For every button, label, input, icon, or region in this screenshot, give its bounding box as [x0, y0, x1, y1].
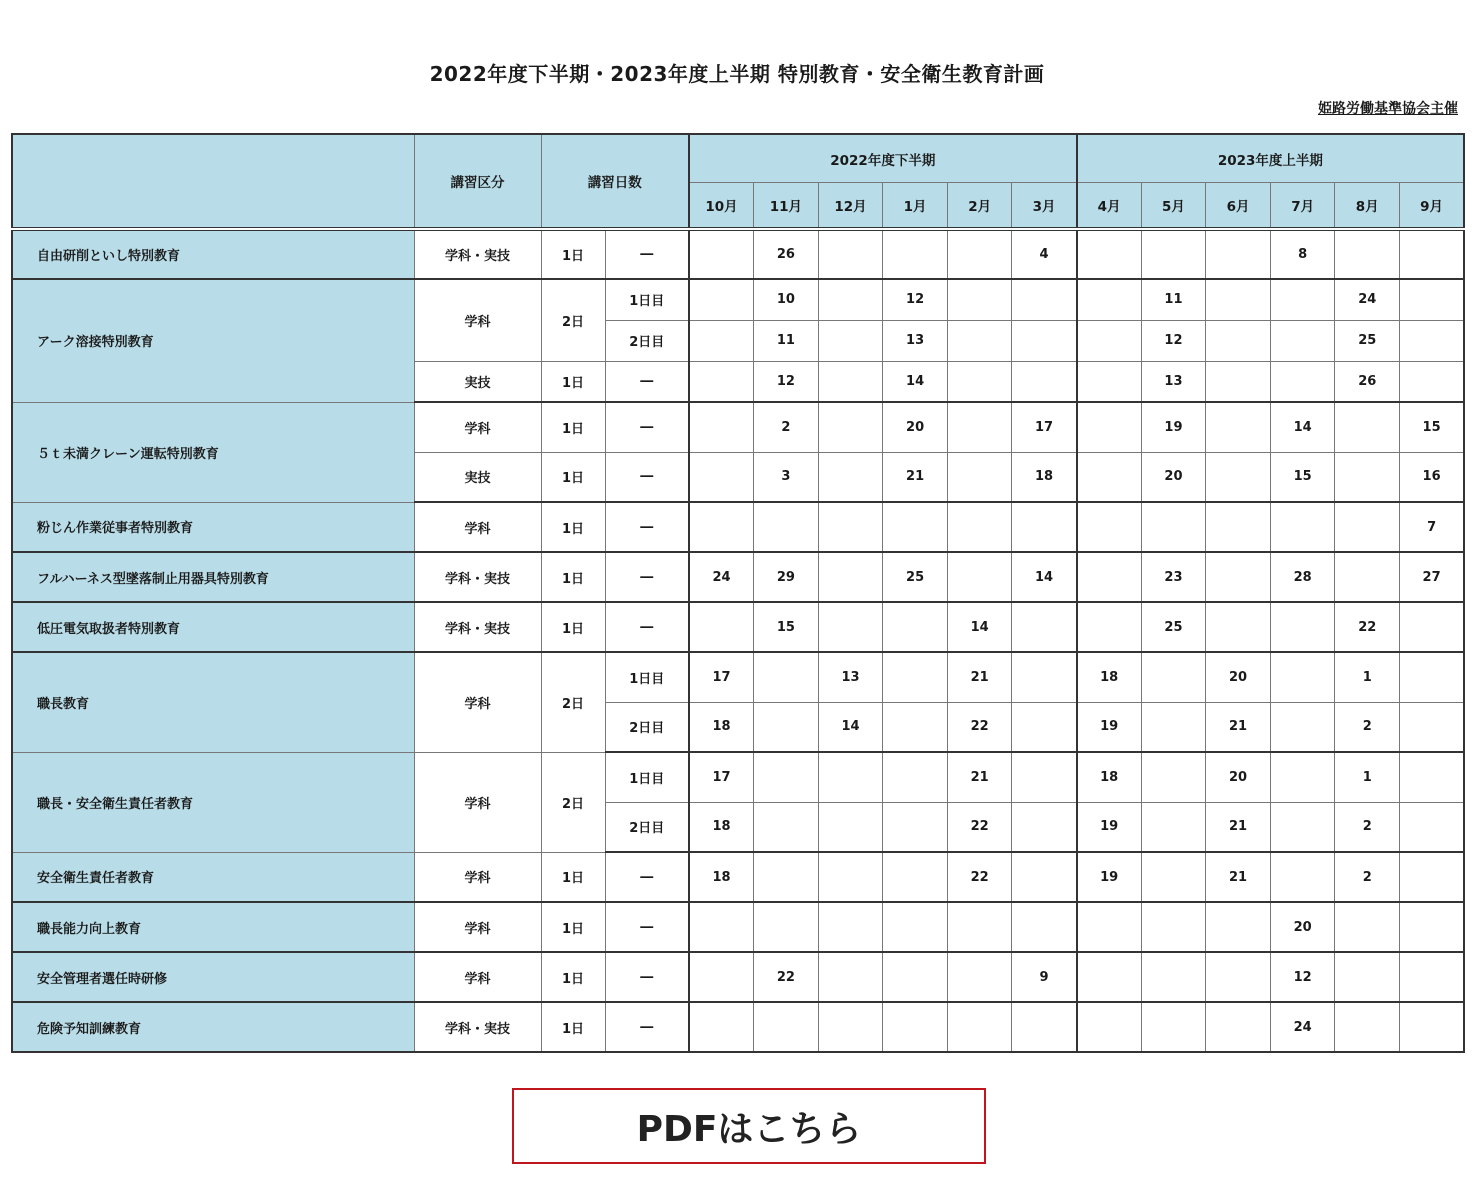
schedule-date	[1141, 952, 1206, 1002]
schedule-date: 2	[1335, 802, 1400, 852]
course-name: 粉じん作業従事者特別教育	[12, 502, 414, 552]
schedule-date: 11	[754, 320, 819, 361]
schedule-date: 21	[947, 652, 1012, 702]
schedule-date	[818, 602, 883, 652]
schedule-date: 20	[883, 402, 948, 452]
schedule-date	[883, 752, 948, 802]
schedule-date: 14	[818, 702, 883, 752]
month-header: 11月	[754, 183, 819, 230]
schedule-date	[1012, 279, 1077, 320]
schedule-date	[1206, 402, 1271, 452]
schedule-date	[1206, 552, 1271, 602]
schedule-date	[1077, 1002, 1142, 1052]
schedule-date	[1012, 361, 1077, 402]
course-days: 1日	[541, 452, 605, 502]
course-day-index: ―	[605, 952, 689, 1002]
schedule-date	[1400, 952, 1465, 1002]
schedule-date: 1	[1335, 752, 1400, 802]
course-type: 学科	[414, 502, 541, 552]
table-row	[12, 902, 1464, 952]
schedule-date	[1270, 320, 1335, 361]
course-days: 2日	[541, 752, 605, 852]
schedule-date: 18	[1077, 752, 1142, 802]
schedule-date	[689, 502, 754, 552]
table-row	[12, 552, 1464, 602]
course-day-index: 1日目	[605, 652, 689, 702]
schedule-date	[1270, 652, 1335, 702]
schedule-date	[883, 652, 948, 702]
month-header: 6月	[1206, 183, 1271, 230]
schedule-date	[689, 320, 754, 361]
course-name: フルハーネス型墜落制止用器具特別教育	[12, 552, 414, 602]
course-name: 安全管理者選任時研修	[12, 952, 414, 1002]
schedule-date: 22	[947, 702, 1012, 752]
category-header: 講習区分	[414, 134, 541, 229]
schedule-date	[1206, 902, 1271, 952]
schedule-date	[1206, 452, 1271, 502]
course-day-index: 2日目	[605, 702, 689, 752]
schedule-date	[754, 802, 819, 852]
course-days: 1日	[541, 229, 605, 279]
schedule-date: 17	[1012, 402, 1077, 452]
schedule-date	[883, 502, 948, 552]
schedule-date	[947, 402, 1012, 452]
schedule-date	[754, 752, 819, 802]
course-day-index: ―	[605, 361, 689, 402]
schedule-date	[1141, 1002, 1206, 1052]
schedule-date: 8	[1270, 229, 1335, 279]
schedule-date	[1270, 852, 1335, 902]
schedule-date	[1335, 952, 1400, 1002]
schedule-date	[1270, 279, 1335, 320]
schedule-date	[754, 902, 819, 952]
course-type: 実技	[414, 361, 541, 402]
course-type: 学科	[414, 402, 541, 452]
schedule-date	[689, 602, 754, 652]
schedule-date	[1141, 902, 1206, 952]
course-day-index: ―	[605, 602, 689, 652]
schedule-date	[1141, 502, 1206, 552]
schedule-date	[818, 752, 883, 802]
schedule-date: 13	[1141, 361, 1206, 402]
schedule-date	[1400, 602, 1465, 652]
table-row	[12, 852, 1464, 902]
schedule-date	[1400, 852, 1465, 902]
schedule-date	[818, 320, 883, 361]
schedule-date	[818, 502, 883, 552]
schedule-date: 2	[1335, 852, 1400, 902]
schedule-date	[947, 229, 1012, 279]
month-header: 8月	[1335, 183, 1400, 230]
schedule-date: 27	[1400, 552, 1465, 602]
month-header: 3月	[1012, 183, 1077, 230]
schedule-date: 18	[689, 852, 754, 902]
course-day-index: 2日目	[605, 320, 689, 361]
schedule-date: 25	[883, 552, 948, 602]
schedule-date	[1270, 702, 1335, 752]
course-type: 学科・実技	[414, 552, 541, 602]
schedule-date	[947, 952, 1012, 1002]
schedule-date	[1400, 702, 1465, 752]
month-header: 5月	[1141, 183, 1206, 230]
schedule-date	[1400, 279, 1465, 320]
schedule-date	[1077, 552, 1142, 602]
course-name: アーク溶接特別教育	[12, 279, 414, 402]
schedule-date	[1012, 702, 1077, 752]
schedule-date: 4	[1012, 229, 1077, 279]
course-name: 職長能力向上教育	[12, 902, 414, 952]
schedule-date	[1206, 502, 1271, 552]
schedule-date: 15	[1400, 402, 1465, 452]
schedule-date	[1270, 502, 1335, 552]
schedule-date: 22	[754, 952, 819, 1002]
schedule-date	[818, 229, 883, 279]
schedule-date	[1077, 902, 1142, 952]
month-header: 4月	[1077, 183, 1142, 230]
table-row	[12, 602, 1464, 652]
schedule-date: 11	[1141, 279, 1206, 320]
schedule-date: 14	[1012, 552, 1077, 602]
schedule-date	[1012, 852, 1077, 902]
schedule-date	[1141, 852, 1206, 902]
schedule-date: 2	[1335, 702, 1400, 752]
schedule-date	[1012, 902, 1077, 952]
schedule-date	[1012, 1002, 1077, 1052]
course-day-index: ―	[605, 852, 689, 902]
schedule-date	[1400, 320, 1465, 361]
schedule-date	[1141, 702, 1206, 752]
schedule-date	[1270, 752, 1335, 802]
schedule-date	[1400, 752, 1465, 802]
schedule-date	[883, 1002, 948, 1052]
schedule-date	[1077, 502, 1142, 552]
schedule-date: 20	[1270, 902, 1335, 952]
schedule-date: 28	[1270, 552, 1335, 602]
schedule-date: 17	[689, 752, 754, 802]
schedule-date	[818, 902, 883, 952]
schedule-date	[1012, 802, 1077, 852]
course-name: 職長教育	[12, 652, 414, 752]
schedule-date	[754, 502, 819, 552]
schedule-date	[1077, 361, 1142, 402]
schedule-date: 20	[1206, 652, 1271, 702]
schedule-date	[1206, 279, 1271, 320]
schedule-date	[1335, 902, 1400, 952]
schedule-date: 26	[1335, 361, 1400, 402]
course-days: 1日	[541, 852, 605, 902]
schedule-date	[1141, 652, 1206, 702]
schedule-date	[1077, 952, 1142, 1002]
course-day-index: ―	[605, 1002, 689, 1052]
schedule-date	[818, 1002, 883, 1052]
course-days: 1日	[541, 552, 605, 602]
schedule-date	[1206, 952, 1271, 1002]
schedule-date	[1335, 452, 1400, 502]
course-days: 1日	[541, 361, 605, 402]
schedule-date: 19	[1141, 402, 1206, 452]
schedule-date: 24	[689, 552, 754, 602]
course-days: 1日	[541, 952, 605, 1002]
schedule-date	[947, 279, 1012, 320]
period2-header: 2023年度上半期	[1077, 134, 1465, 183]
schedule-date	[1077, 602, 1142, 652]
page-title: 2022年度下半期・2023年度上半期 特別教育・安全衛生教育計画	[429, 62, 1045, 86]
schedule-date	[754, 1002, 819, 1052]
schedule-date: 21	[1206, 852, 1271, 902]
schedule-date	[883, 902, 948, 952]
schedule-date	[818, 361, 883, 402]
schedule-date	[689, 452, 754, 502]
pdf-button[interactable]: PDFはこちら	[512, 1088, 986, 1164]
course-day-index: ―	[605, 502, 689, 552]
schedule-date: 12	[883, 279, 948, 320]
course-type: 学科・実技	[414, 602, 541, 652]
schedule-date: 13	[883, 320, 948, 361]
schedule-date	[1335, 402, 1400, 452]
schedule-table	[11, 133, 1465, 1053]
course-day-index: ―	[605, 452, 689, 502]
schedule-date	[818, 952, 883, 1002]
schedule-date	[689, 902, 754, 952]
schedule-date: 21	[1206, 802, 1271, 852]
schedule-date: 20	[1141, 452, 1206, 502]
schedule-date	[1335, 552, 1400, 602]
schedule-date	[689, 1002, 754, 1052]
table-row	[12, 279, 1464, 320]
schedule-date	[1206, 229, 1271, 279]
schedule-date	[883, 802, 948, 852]
table-row	[12, 229, 1464, 279]
schedule-date	[947, 902, 1012, 952]
month-header: 7月	[1270, 183, 1335, 230]
schedule-date	[947, 1002, 1012, 1052]
course-type: 学科	[414, 279, 541, 361]
course-type: 学科・実技	[414, 1002, 541, 1052]
table-row	[12, 502, 1464, 552]
schedule-date	[1077, 402, 1142, 452]
schedule-date	[1206, 320, 1271, 361]
schedule-date: 19	[1077, 852, 1142, 902]
schedule-date: 12	[1141, 320, 1206, 361]
schedule-date: 1	[1335, 652, 1400, 702]
schedule-date	[818, 452, 883, 502]
table-row	[12, 652, 1464, 702]
schedule-date	[883, 852, 948, 902]
schedule-date: 29	[754, 552, 819, 602]
course-name: 安全衛生責任者教育	[12, 852, 414, 902]
schedule-date	[818, 552, 883, 602]
schedule-date: 15	[1270, 452, 1335, 502]
schedule-date: 13	[818, 652, 883, 702]
schedule-date: 2	[754, 402, 819, 452]
schedule-date	[1206, 602, 1271, 652]
course-type: 学科・実技	[414, 229, 541, 279]
schedule-date	[947, 361, 1012, 402]
schedule-date: 18	[689, 702, 754, 752]
schedule-date: 10	[754, 279, 819, 320]
table-row	[12, 402, 1464, 452]
schedule-date	[947, 452, 1012, 502]
schedule-date	[689, 361, 754, 402]
schedule-date	[1335, 1002, 1400, 1052]
schedule-date	[1335, 502, 1400, 552]
schedule-date: 18	[689, 802, 754, 852]
schedule-date	[689, 952, 754, 1002]
course-name: 危険予知訓練教育	[12, 1002, 414, 1052]
schedule-date: 25	[1335, 320, 1400, 361]
schedule-date: 21	[1206, 702, 1271, 752]
schedule-date: 16	[1400, 452, 1465, 502]
course-day-index: ―	[605, 402, 689, 452]
course-day-index: 1日目	[605, 279, 689, 320]
schedule-date: 24	[1270, 1002, 1335, 1052]
month-header: 12月	[818, 183, 883, 230]
table-row	[12, 1002, 1464, 1052]
schedule-date: 9	[1012, 952, 1077, 1002]
course-day-index: 1日目	[605, 752, 689, 802]
schedule-date	[1141, 229, 1206, 279]
schedule-date	[1400, 361, 1465, 402]
course-days: 1日	[541, 602, 605, 652]
course-day-index: 2日目	[605, 802, 689, 852]
course-day-index: ―	[605, 552, 689, 602]
course-name: 職長・安全衛生責任者教育	[12, 752, 414, 852]
schedule-date: 15	[754, 602, 819, 652]
course-name: 自由研削といし特別教育	[12, 229, 414, 279]
schedule-date: 21	[883, 452, 948, 502]
schedule-body	[12, 229, 1464, 1052]
schedule-date: 25	[1141, 602, 1206, 652]
month-header: 2月	[947, 183, 1012, 230]
schedule-date	[1077, 279, 1142, 320]
schedule-date	[1400, 902, 1465, 952]
schedule-date	[1400, 652, 1465, 702]
schedule-date: 17	[689, 652, 754, 702]
course-type: 学科	[414, 952, 541, 1002]
course-days: 1日	[541, 902, 605, 952]
schedule-date	[1270, 602, 1335, 652]
course-type: 学科	[414, 652, 541, 752]
schedule-date	[689, 279, 754, 320]
course-type: 学科	[414, 902, 541, 952]
schedule-date	[947, 502, 1012, 552]
schedule-date: 23	[1141, 552, 1206, 602]
schedule-date: 22	[947, 802, 1012, 852]
schedule-date: 19	[1077, 702, 1142, 752]
schedule-date	[818, 852, 883, 902]
schedule-date	[1270, 361, 1335, 402]
course-day-index: ―	[605, 229, 689, 279]
schedule-date	[1141, 802, 1206, 852]
schedule-date	[883, 952, 948, 1002]
course-type: 学科	[414, 752, 541, 852]
course-days: 1日	[541, 502, 605, 552]
course-days: 1日	[541, 402, 605, 452]
schedule-date: 3	[754, 452, 819, 502]
period1-header: 2022年度下半期	[689, 134, 1077, 183]
schedule-date: 14	[883, 361, 948, 402]
schedule-date	[1206, 361, 1271, 402]
schedule-date	[1077, 229, 1142, 279]
schedule-date: 19	[1077, 802, 1142, 852]
schedule-date	[689, 229, 754, 279]
schedule-date	[1335, 229, 1400, 279]
schedule-date: 18	[1012, 452, 1077, 502]
schedule-date: 12	[754, 361, 819, 402]
course-type: 実技	[414, 452, 541, 502]
table-row	[12, 752, 1464, 802]
schedule-date	[1012, 652, 1077, 702]
schedule-date	[883, 702, 948, 752]
schedule-date	[818, 279, 883, 320]
month-header: 10月	[689, 183, 754, 230]
schedule-date: 21	[947, 752, 1012, 802]
schedule-date	[947, 552, 1012, 602]
course-days: 1日	[541, 1002, 605, 1052]
schedule-date: 22	[947, 852, 1012, 902]
schedule-date: 24	[1335, 279, 1400, 320]
schedule-date: 26	[754, 229, 819, 279]
month-header: 9月	[1400, 183, 1465, 230]
schedule-date	[1077, 320, 1142, 361]
schedule-date	[689, 402, 754, 452]
schedule-date	[1400, 802, 1465, 852]
schedule-date	[754, 852, 819, 902]
schedule-date	[1012, 752, 1077, 802]
schedule-date	[818, 402, 883, 452]
organizer-link[interactable]: 姫路労働基準協会主催	[1318, 101, 1458, 117]
schedule-date	[818, 802, 883, 852]
course-days: 2日	[541, 652, 605, 752]
schedule-date: 20	[1206, 752, 1271, 802]
schedule-date	[1077, 452, 1142, 502]
days-header: 講習日数	[541, 134, 689, 229]
schedule-date	[1270, 802, 1335, 852]
schedule-date	[1400, 229, 1465, 279]
schedule-date	[1012, 320, 1077, 361]
schedule-date	[754, 702, 819, 752]
schedule-date	[947, 320, 1012, 361]
course-day-index: ―	[605, 902, 689, 952]
schedule-date	[883, 602, 948, 652]
schedule-date: 14	[947, 602, 1012, 652]
schedule-date	[1400, 1002, 1465, 1052]
schedule-date: 7	[1400, 502, 1465, 552]
schedule-date	[754, 652, 819, 702]
course-header	[12, 134, 414, 229]
schedule-date: 22	[1335, 602, 1400, 652]
schedule-date	[1206, 1002, 1271, 1052]
schedule-date: 18	[1077, 652, 1142, 702]
table-row	[12, 952, 1464, 1002]
course-type: 学科	[414, 852, 541, 902]
schedule-date: 12	[1270, 952, 1335, 1002]
schedule-date: 14	[1270, 402, 1335, 452]
schedule-date	[1141, 752, 1206, 802]
schedule-date	[1012, 502, 1077, 552]
schedule-date	[1012, 602, 1077, 652]
course-name: 低圧電気取扱者特別教育	[12, 602, 414, 652]
month-header: 1月	[883, 183, 948, 230]
course-days: 2日	[541, 279, 605, 361]
schedule-date	[883, 229, 948, 279]
course-name: ５ｔ未満クレーン運転特別教育	[12, 402, 414, 502]
